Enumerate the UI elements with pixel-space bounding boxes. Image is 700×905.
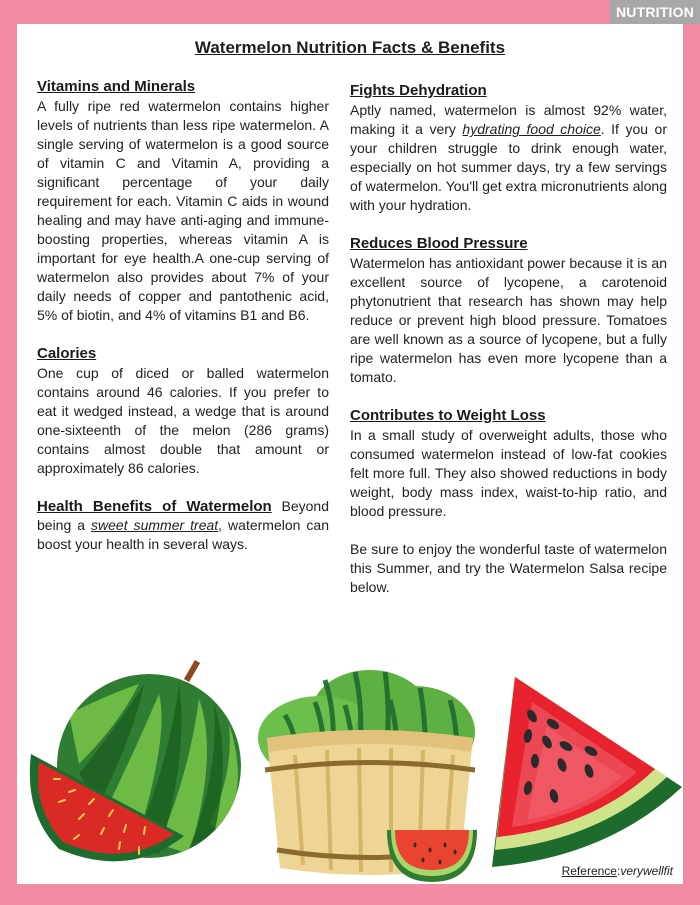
- section-body: A fully ripe red watermelon contains higher levels of nutrients than less ripe watermelon. A single serving of watermelon is a good source of vitamin C and Vitamin A, providing a significant percentage of your daily requirement for each. Vitamin C aids in wound healing and may have anti-aging and immune-boosting properties, whereas vitamin A is important for eye health.A one-cup serving of watermelon also provides about 7% of your daily needs of copper and pantothenic acid, 5% of biotin, and 4% of vitamins B1 and B6.: [37, 98, 329, 323]
- section-dehydration: [350, 81, 667, 215]
- section-heading: Health Benefits of Watermelon: [37, 498, 272, 515]
- section-heading: Fights Dehydration: [350, 82, 487, 99]
- section-body: [350, 101, 667, 215]
- section-body: [37, 497, 329, 554]
- watermelon-wedge-icon: [487, 672, 687, 872]
- body-text: . If you or your children struggle to drink enough water, especially on hot summer days, try a few servings of watermelon. You'll get extra micronutrients along with your hydration.: [350, 121, 667, 213]
- sweet-summer-treat-link[interactable]: sweet summer treat: [91, 517, 219, 533]
- section-body: One cup of diced or balled watermelon contains around 46 calories. If you prefer to eat it wedged instead, a wedge that is around one-sixteenth of the melon (286 grams) contains almost double that amount or approximately 86 calories.: [37, 365, 329, 476]
- section-heading: Contributes to Weight Loss: [350, 407, 546, 424]
- reference-separator: :: [616, 864, 621, 878]
- section-weight-loss: [350, 406, 667, 521]
- basket-of-watermelons-icon: [255, 660, 485, 885]
- section-calories: [37, 344, 329, 478]
- whole-watermelon-with-slice-icon: [19, 654, 254, 869]
- nutrition-badge: NUTRITION: [610, 0, 700, 24]
- reference: [562, 864, 673, 878]
- right-column: [350, 81, 667, 616]
- section-heading: Calories: [37, 345, 97, 362]
- section-health-benefits: [37, 497, 329, 554]
- body-text: Beyond being a: [37, 498, 329, 533]
- body-text: Aptly named, watermelon is almost 92% water, making it a very: [350, 102, 667, 137]
- document-panel: [17, 24, 683, 884]
- section-closing: [350, 540, 667, 597]
- reference-label: Reference: [561, 864, 617, 878]
- left-column: [37, 77, 329, 573]
- section-heading: Reduces Blood Pressure: [350, 235, 528, 252]
- closing-text: Be sure to enjoy the wonderful taste of watermelon this Summer, and try the Watermelon Salsa recipe below.: [350, 541, 667, 595]
- section-heading: Vitamins and Minerals: [37, 78, 196, 95]
- page-title: Watermelon Nutrition Facts & Benefits: [194, 38, 506, 57]
- section-vitamins: [37, 77, 329, 325]
- body-text: , watermelon can boost your health in several ways.: [37, 517, 329, 552]
- reference-source: verywellfit: [620, 864, 673, 878]
- section-body: Watermelon has antioxidant power because it is an excellent source of lycopene, a carotenoid phytonutrient that research has shown may help reduce or prevent high blood pressure. Tomatoes are well known as a source of lycopene, but a fully ripe watermelon has even more lycopene than a tomato.: [350, 255, 667, 385]
- section-blood-pressure: [350, 234, 667, 387]
- section-body: In a small study of overweight adults, those who consumed watermelon instead of low-fat cookies felt more full. They also showed reductions in body weight, body mass index, waist-to-hip ratio, and blood pressure.: [350, 427, 667, 519]
- hydrating-food-choice-link[interactable]: hydrating food choice: [462, 121, 601, 137]
